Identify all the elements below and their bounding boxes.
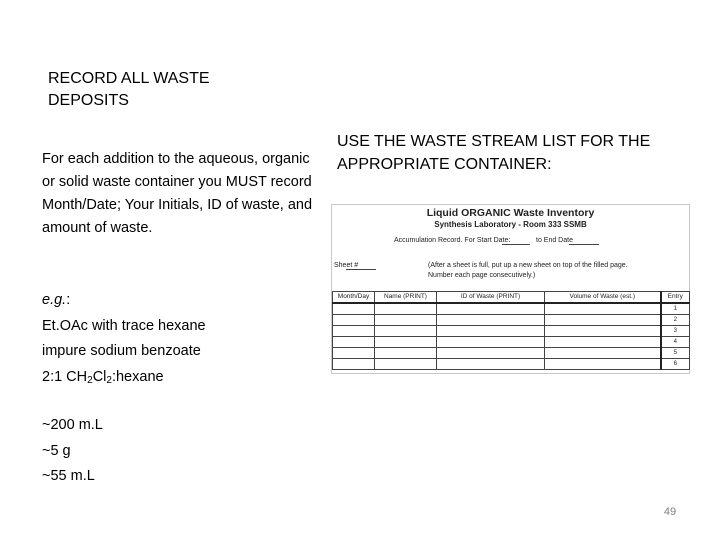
example-item-3-mid: Cl — [92, 368, 107, 385]
table-row — [333, 337, 690, 348]
table-cell — [545, 315, 661, 326]
table-cell — [437, 337, 545, 348]
form-entry-table — [332, 291, 690, 370]
waste-stream-heading: USE THE WASTE STREAM LIST FOR THE APPROPRIATE CONTAINER: — [337, 133, 651, 173]
example-item-3-prefix: 2:1 CH — [42, 368, 88, 385]
amount-item-3: ~55 m.L — [42, 468, 95, 484]
form-note-line-2: Number each page consecutively.) — [428, 272, 536, 279]
form-end-date-label: to End Date — [536, 237, 573, 244]
table-cell — [375, 359, 437, 370]
table-cell — [545, 359, 661, 370]
example-item-3-suffix: :hexane — [111, 368, 164, 385]
entry-number: 4 — [661, 337, 690, 348]
column-header-name: Name (PRINT) — [375, 292, 437, 304]
table-cell — [375, 326, 437, 337]
table-cell — [437, 348, 545, 359]
column-header-entry: Entry — [661, 292, 690, 304]
page-number: 49 — [663, 506, 677, 518]
table-cell — [333, 326, 375, 337]
form-end-date-line — [569, 244, 599, 245]
amount-item-2: ~5 g — [42, 442, 71, 459]
amount-item-1: ~200 m.L — [42, 417, 103, 433]
column-header-volume: Volume of Waste (est.) — [545, 292, 661, 304]
table-cell — [437, 359, 545, 370]
form-sheet-line — [346, 269, 376, 270]
example-item-3 — [42, 365, 302, 391]
examples-label — [42, 288, 302, 314]
form-note-line-1: (After a sheet is full, put up a new sheet on top of the filled page. — [428, 262, 628, 269]
table-cell — [545, 348, 661, 359]
entry-number: 3 — [661, 326, 690, 337]
table-row — [333, 359, 690, 370]
table-cell — [333, 315, 375, 326]
example-item-2: impure sodium benzoate — [42, 343, 201, 359]
waste-inventory-form — [331, 204, 690, 374]
table-row — [333, 326, 690, 337]
table-cell — [375, 337, 437, 348]
record-heading — [48, 68, 288, 112]
form-start-date-line — [502, 244, 530, 245]
form-table-header-row — [333, 292, 690, 304]
table-row — [333, 315, 690, 326]
instructions-text: For each addition to the aqueous, organic or solid waste container you MUST record Month/Date; Your Initials, ID of waste, and amount of waste. — [42, 151, 313, 236]
form-start-date-label: Accumulation Record. For Start Date: — [394, 237, 511, 244]
entry-number: 1 — [661, 303, 690, 315]
table-cell — [545, 326, 661, 337]
table-cell — [437, 303, 545, 315]
table-cell — [375, 303, 437, 315]
example-item-3-sub-1: 2 — [87, 374, 93, 386]
eg-colon: : — [66, 292, 71, 308]
table-cell — [545, 303, 661, 315]
table-cell — [375, 348, 437, 359]
examples-list — [42, 288, 302, 390]
eg-label: e.g. — [42, 292, 67, 308]
table-cell — [333, 303, 375, 315]
record-heading-line-2: DEPOSITS — [48, 92, 129, 109]
table-cell — [333, 348, 375, 359]
entry-number: 2 — [661, 315, 690, 326]
form-subtitle: Synthesis Laboratory - Room 333 SSMB — [434, 220, 587, 229]
record-heading-line-1: RECORD ALL WASTE — [48, 70, 210, 87]
column-header-month-day: Month/Day — [333, 292, 375, 304]
column-header-waste-id: ID of Waste (PRINT) — [437, 292, 545, 304]
table-cell — [333, 337, 375, 348]
form-title: Liquid ORGANIC Waste Inventory — [426, 207, 595, 219]
table-cell — [437, 315, 545, 326]
table-row — [333, 303, 690, 315]
example-item-3-sub-2: 2 — [106, 374, 112, 386]
table-cell — [375, 315, 437, 326]
example-item-1: Et.OAc with trace hexane — [42, 317, 206, 334]
entry-number: 5 — [661, 348, 690, 359]
amounts-list — [42, 413, 242, 490]
table-row — [333, 348, 690, 359]
table-cell — [437, 326, 545, 337]
table-cell — [545, 337, 661, 348]
table-cell — [333, 359, 375, 370]
entry-number: 6 — [661, 359, 690, 370]
form-sheet-label: Sheet # — [334, 262, 359, 269]
